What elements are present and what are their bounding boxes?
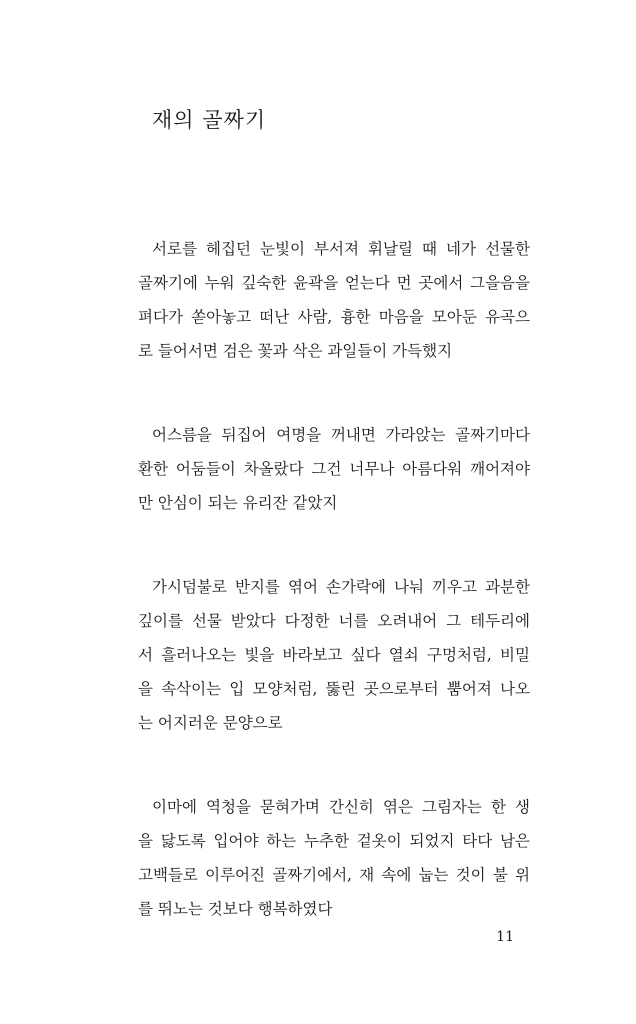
stanza-1 <box>138 232 530 368</box>
poem-line: 가시덤불로 반지를 엮어 손가락에 나눠 끼우고 과분한 <box>152 578 530 596</box>
poem-line: 서 흘러나오는 빛을 바라보고 싶다 열쇠 구멍처럼, 비밀 <box>138 646 530 664</box>
poem-body <box>138 232 530 976</box>
poem-line: 펴다가 쏟아놓고 떠난 사람, 흉한 마음을 모아둔 유곡으 <box>138 308 530 326</box>
poem-line: 을 속삭이는 입 모양처럼, 뚫린 곳으로부터 뿜어져 나오 <box>138 680 530 698</box>
page-number: 11 <box>496 929 514 945</box>
poem-line: 환한 어둠들이 차올랐다 그건 너무나 아름다워 깨어져야 <box>138 460 530 478</box>
poem-line: 이마에 역청을 묻혀가며 간신히 엮은 그림자는 한 생 <box>152 798 530 816</box>
poem-line: 서로를 헤집던 눈빛이 부서져 휘날릴 때 네가 선물한 <box>152 240 530 258</box>
poem-line: 는 어지러운 문양으로 <box>138 714 283 732</box>
poem-title: 재의 골짜기 <box>152 108 267 132</box>
poem-line: 고백들로 이루어진 골짜기에서, 재 속에 눕는 것이 불 위 <box>138 866 530 884</box>
poem-line: 를 뛰노는 것보다 행복하였다 <box>138 900 333 918</box>
stanza-2 <box>138 418 530 520</box>
poem-line: 을 닳도록 입어야 하는 누추한 겉옷이 되었지 타다 남은 <box>138 832 530 850</box>
poem-line: 어스름을 뒤집어 여명을 꺼내면 가라앉는 골짜기마다 <box>152 426 530 444</box>
poem-line: 깊이를 선물 받았다 다정한 너를 오려내어 그 테두리에 <box>138 612 530 630</box>
stanza-4 <box>138 790 530 926</box>
poem-line: 골짜기에 누워 깊숙한 윤곽을 얻는다 먼 곳에서 그을음을 <box>138 274 530 292</box>
poem-line: 만 안심이 되는 유리잔 같았지 <box>138 494 338 512</box>
stanza-3 <box>138 570 530 740</box>
poem-line: 로 들어서면 검은 꽃과 삭은 과일들이 가득했지 <box>138 342 453 360</box>
